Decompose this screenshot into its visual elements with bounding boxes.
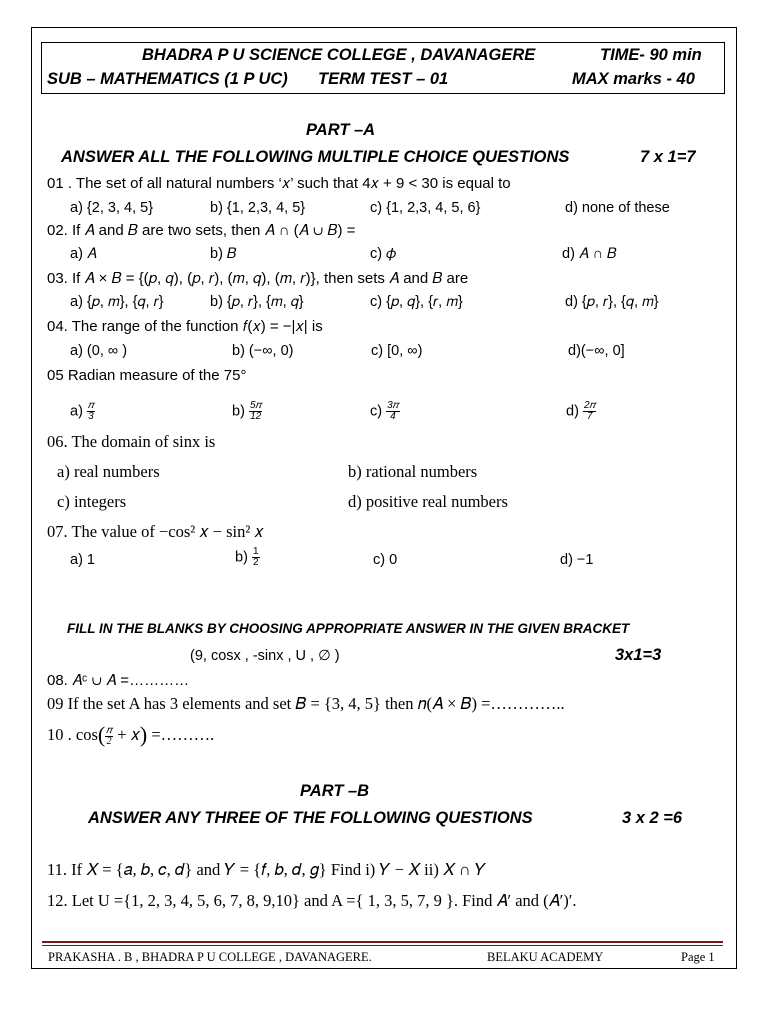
- q05-option-c: c) $\frac{\text{3𝜋}}{4}$: [370, 400, 399, 422]
- q06-option-c: c) integers: [57, 492, 127, 511]
- q04-option-c: c) [0, ∞): [371, 343, 423, 359]
- part-b-title: PART –B: [300, 782, 370, 800]
- part-b-instruction: ANSWER ANY THREE OF THE FOLLOWING QUESTIONS: [88, 809, 533, 827]
- q03-option-d: d) {𝑝, 𝑟}, {𝑞, 𝑚}: [565, 294, 659, 310]
- q06-option-a: a) real numbers: [57, 462, 160, 481]
- q02-option-c: c) 𝜙: [370, 246, 397, 262]
- fill-blanks-marks: 3x1=3: [615, 646, 662, 664]
- q01-option-a: a) {2, 3, 4, 5}: [70, 200, 154, 216]
- q03-option-c: c) {𝑝, 𝑞}, {𝑟, 𝑚}: [370, 294, 463, 310]
- q07-option-c: c) 0: [373, 552, 398, 568]
- question-01: 01 . The set of all natural numbers ‘𝑥’ such that 4𝑥 + 9 < 30 is equal to: [47, 175, 511, 192]
- q07-option-d: d) −1: [560, 552, 594, 568]
- fill-blanks-choices: (9, cosx , -sinx , U , ∅ ): [190, 648, 340, 664]
- q02-option-a: a) 𝐴: [70, 246, 97, 262]
- fraction: $\frac{1}{2}$: [252, 546, 259, 568]
- part-a-instruction: ANSWER ALL THE FOLLOWING MULTIPLE CHOICE QUESTIONS: [61, 148, 570, 166]
- q03-option-b: b) {𝑝, 𝑟}, {𝑚, 𝑞}: [210, 294, 304, 310]
- q06-option-d: d) positive real numbers: [348, 492, 508, 511]
- q01-option-b: b) {1, 2,3, 4, 5}: [210, 200, 306, 216]
- fraction: $\frac{\text{5𝜋}}{12}$: [249, 400, 262, 422]
- q05-option-a: a) $\frac{\text{𝜋}}{3}$: [70, 400, 94, 422]
- part-b-marks: 3 x 2 =6: [622, 809, 683, 827]
- q04-option-d: d)(−∞, 0]: [568, 343, 625, 359]
- fraction: $\frac{\text{𝜋}}{2}$: [106, 724, 113, 747]
- q02-option-b: b) 𝐵: [210, 246, 237, 262]
- q07-option-a: a) 1: [70, 552, 95, 568]
- footer-page-number: Page 1: [681, 950, 715, 964]
- q01-option-d: d) none of these: [565, 200, 670, 216]
- footer-divider: [42, 941, 723, 943]
- q07-option-b: b) $\frac{1}{2}$: [235, 546, 259, 568]
- subject-label: SUB – MATHEMATICS (1 P UC): [47, 70, 288, 88]
- fill-blanks-instruction: FILL IN THE BLANKS BY CHOOSING APPROPRIATE ANSWER IN THE GIVEN BRACKET: [67, 621, 630, 636]
- footer-author: PRAKASHA . B , BHADRA P U COLLEGE , DAVANAGERE.: [48, 950, 372, 964]
- question-06: 06. The domain of sinx is: [47, 432, 216, 451]
- question-05: 05 Radian measure of the 75°: [47, 367, 247, 384]
- question-02: 02. If 𝐴 and 𝐵 are two sets, then 𝐴 ∩ (𝐴 ∪ 𝐵) =: [47, 222, 356, 239]
- max-marks: MAX marks - 40: [572, 70, 695, 88]
- part-a-marks: 7 x 1=7: [640, 148, 696, 166]
- question-09: 09 If the set A has 3 elements and set 𝐵 = {3, 4, 5} then 𝑛(𝐴 × 𝐵) =…………..: [47, 694, 565, 713]
- footer-academy: BELAKU ACADEMY: [487, 950, 604, 964]
- footer-divider-thin: [42, 945, 723, 946]
- question-04: 04. The range of the function 𝑓(𝑥) = −|𝑥| is: [47, 318, 323, 335]
- fraction: $\frac{\text{𝜋}}{3}$: [87, 400, 94, 422]
- fraction: $\frac{\text{2𝜋}}{7}$: [583, 400, 596, 422]
- q03-option-a: a) {𝑝, 𝑚}, {𝑞, 𝑟}: [70, 294, 164, 310]
- question-03: 03. If 𝐴 × 𝐵 = {(𝑝, 𝑞), (𝑝, 𝑟), (𝑚, 𝑞), (𝑚, 𝑟)}, then sets 𝐴 and 𝐵 are: [47, 270, 469, 287]
- q04-option-a: a) (0, ∞ ): [70, 343, 128, 359]
- q02-option-d: d) 𝐴 ∩ 𝐵: [562, 246, 617, 262]
- q05-option-b: b) $\frac{\text{5𝜋}}{12}$: [232, 400, 262, 422]
- part-a-title: PART –A: [306, 121, 376, 139]
- fraction: $\frac{\text{3𝜋}}{4}$: [387, 400, 399, 422]
- question-11: 11. If 𝑋 = {𝑎, 𝑏, 𝑐, 𝑑} and 𝑌 = {𝑓, 𝑏, 𝑑, 𝑔} Find i) 𝑌 − 𝑋 ii) 𝑋 ∩ 𝑌: [47, 860, 487, 879]
- question-10: 10 . cos( $\frac{\text{𝜋}}{2}$ + 𝑥) =……….: [47, 722, 215, 747]
- exam-time: TIME- 90 min: [600, 46, 702, 64]
- question-07: 07. The value of −cos² 𝑥 − sin² 𝑥: [47, 522, 264, 541]
- college-name: BHADRA P U SCIENCE COLLEGE , DAVANAGERE: [142, 46, 536, 64]
- question-12: 12. Let U ={1, 2, 3, 4, 5, 6, 7, 8, 9,10} and A ={ 1, 3, 5, 7, 9 }. Find 𝐴′ and (𝐴′)′.: [47, 891, 577, 910]
- q06-option-b: b) rational numbers: [348, 462, 478, 481]
- test-label: TERM TEST – 01: [318, 70, 449, 88]
- q04-option-b: b) (−∞, 0): [232, 343, 294, 359]
- q05-option-d: d) $\frac{\text{2𝜋}}{7}$: [566, 400, 596, 422]
- question-08: 08. 𝐴ᶜ ∪ 𝐴 =…………: [47, 672, 190, 689]
- q01-option-c: c) {1, 2,3, 4, 5, 6}: [370, 200, 481, 216]
